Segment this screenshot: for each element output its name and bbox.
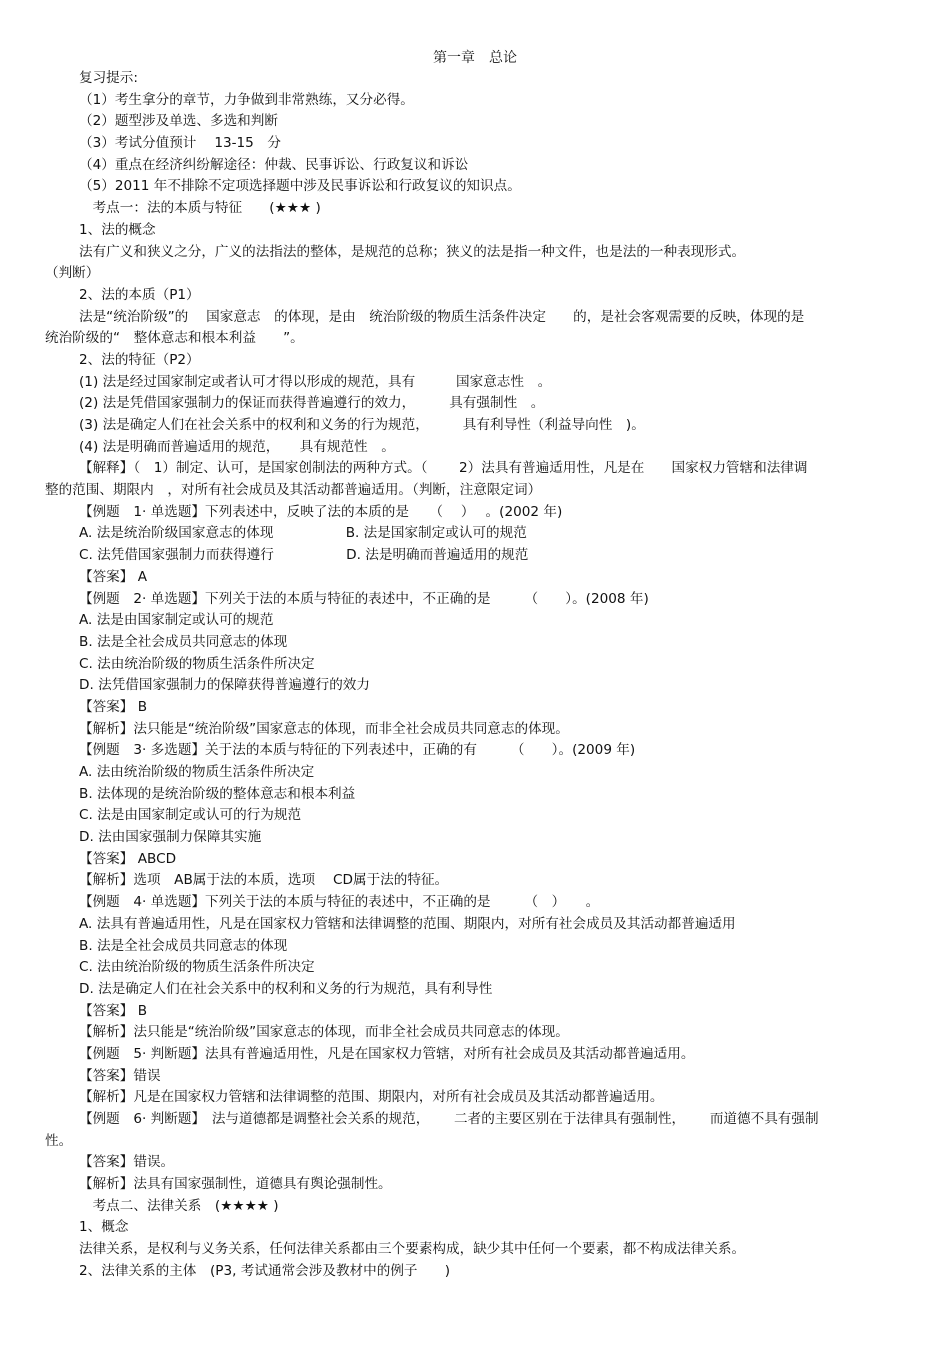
text-line: (1) 法是经过国家制定或者认可才得以形成的规范，具有 国家意志性 。: [79, 373, 552, 390]
text-line: 1、概念: [79, 1219, 129, 1236]
text-line: 考点二、法律关系 (★★★★ ): [79, 1197, 279, 1214]
text-line: 【解释】（ 1）制定、认可，是国家创制法的两种方式。（ 2）法具有普遍适用性，凡是在 国家权力管辖和法律调: [79, 460, 808, 477]
text-line: C. 法由统治阶级的物质生活条件所决定: [79, 655, 315, 672]
text-line: D. 法是确定人们在社会关系中的权利和义务的行为规范，具有利导性: [79, 980, 493, 997]
text-line: A. 法由统治阶级的物质生活条件所决定: [79, 764, 315, 780]
text-line: A. 法是由国家制定或认可的规范: [79, 612, 274, 629]
text-line: 复习提示:: [79, 70, 138, 86]
text-line: 考点一：法的本质与特征 (★★★ ): [79, 200, 321, 217]
text-line: B. 法体现的是统治阶级的整体意志和根本利益: [79, 785, 356, 802]
text-line: D. 法由国家强制力保障其实施: [79, 829, 262, 846]
chapter-title: 第一章 总论: [433, 50, 517, 66]
text-line: B. 法是全社会成员共同意志的体现: [79, 937, 288, 954]
text-line: (4) 法是明确而普遍适用的规范， 具有规范性 。: [79, 438, 395, 455]
text-line: 【解析】法只能是“统治阶级”国家意志的体现，而非全社会成员共同意志的体现。: [79, 720, 569, 737]
text-line: 【例题 4· 单选题】下列关于法的本质与特征的表述中，不正确的是 （ ） 。: [79, 894, 600, 911]
text-line: 整的范围、期限内 ，对所有社会成员及其活动都普遍适用。（判断，注意限定词）: [45, 482, 542, 499]
text-line: C. 法凭借国家强制力而获得遵行 D. 法是明确而普遍适用的规范: [79, 547, 529, 564]
text-line: (2) 法是凭借国家强制力的保证而获得普遍遵行的效力， 具有强制性 。: [79, 395, 545, 412]
text-line: （3）考试分值预计 13-15 分: [79, 135, 282, 152]
text-line: C. 法由统治阶级的物质生活条件所决定: [79, 959, 315, 976]
text-line: 2、法律关系的主体 (P3, 考试通常会涉及教材中的例子 ): [79, 1262, 450, 1279]
text-line: A. 法是统治阶级国家意志的体现 B. 法是国家制定或认可的规范: [79, 525, 527, 542]
text-line: 【答案】 ABCD: [79, 850, 177, 867]
text-line: 【例题 5· 判断题】法具有普遍适用性，凡是在国家权力管辖，对所有社会成员及其活动都普遍适用。: [79, 1045, 695, 1062]
text-line: 【答案】 A: [79, 568, 147, 585]
text-line: 【例题 2· 单选题】下列关于法的本质与特征的表述中，不正确的是 （ ）。(2008 年): [79, 590, 649, 607]
text-line: 【例题 1· 单选题】下列表述中，反映了法的本质的是 （ ） 。(2002 年): [79, 503, 563, 520]
text-line: 法有广义和狭义之分，广义的法指法的整体，是规范的总称；狭义的法是指一种文件，也是法的一种表现形式。: [79, 243, 746, 260]
text-line: 【解析】法具有国家强制性，道德具有舆论强制性。: [79, 1176, 392, 1193]
text-line: 性。: [45, 1132, 73, 1149]
text-line: （判断）: [45, 265, 100, 282]
text-line: 【解析】法只能是“统治阶级”国家意志的体现，而非全社会成员共同意志的体现。: [79, 1024, 569, 1041]
text-line: 2、法的本质（P1）: [79, 286, 200, 303]
text-line: （4）重点在经济纠纷解途径：仲裁、民事诉讼、行政复议和诉讼: [79, 156, 469, 173]
text-line: （5）2011 年不排除不定项选择题中涉及民事诉讼和行政复议的知识点。: [79, 178, 521, 195]
text-line: 法是“统治阶级”的 国家意志 的体现，是由 统治阶级的物质生活条件决定 的，是社会客观需要的反映，体现的是: [79, 308, 805, 325]
text-line: （2）题型涉及单选、多选和判断: [79, 113, 278, 130]
text-line: (3) 法是确定人们在社会关系中的权利和义务的行为规范， 具有利导性（利益导向性 )。: [79, 417, 645, 433]
text-line: 2、法的特征（P2）: [79, 351, 200, 368]
text-line: D. 法凭借国家强制力的保障获得普遍遵行的效力: [79, 677, 370, 694]
text-line: 【解析】选项 AB属于法的本质，选项 CD属于法的特征。: [79, 872, 449, 889]
text-line: 【例题 6· 判断题】 法与道德都是调整社会关系的规范， 二者的主要区别在于法律具有强制性， 而道德不具有强制: [79, 1111, 819, 1127]
text-line: C. 法是由国家制定或认可的行为规范: [79, 807, 302, 824]
text-line: A. 法具有普遍适用性，凡是在国家权力管辖和法律调整的范围、期限内，对所有社会成员及其活动都普遍适用: [79, 915, 736, 932]
text-line: 【答案】错误: [79, 1067, 161, 1084]
text-line: （1）考生拿分的章节，力争做到非常熟练，又分必得。: [79, 91, 414, 108]
body-text: [45, 68, 905, 1283]
text-line: 【答案】 B: [79, 698, 148, 715]
text-line: 【答案】错误。: [79, 1154, 175, 1171]
text-line: 法律关系，是权利与义务关系，任何法律关系都由三个要素构成，缺少其中任何一个要素，都不构成法律关系。: [79, 1241, 746, 1258]
text-line: 【答案】 B: [79, 1002, 148, 1019]
text-line: 【解析】凡是在国家权力管辖和法律调整的范围、期限内，对所有社会成员及其活动都普遍适用。: [79, 1089, 664, 1106]
text-line: 统治阶级的“ 整体意志和根本利益 ”。: [45, 330, 304, 347]
text-line: 1、法的概念: [79, 221, 156, 238]
text-line: B. 法是全社会成员共同意志的体现: [79, 633, 288, 650]
text-line: 【例题 3· 多选题】关于法的本质与特征的下列表述中，正确的有 （ ）。(2009 年): [79, 742, 636, 759]
